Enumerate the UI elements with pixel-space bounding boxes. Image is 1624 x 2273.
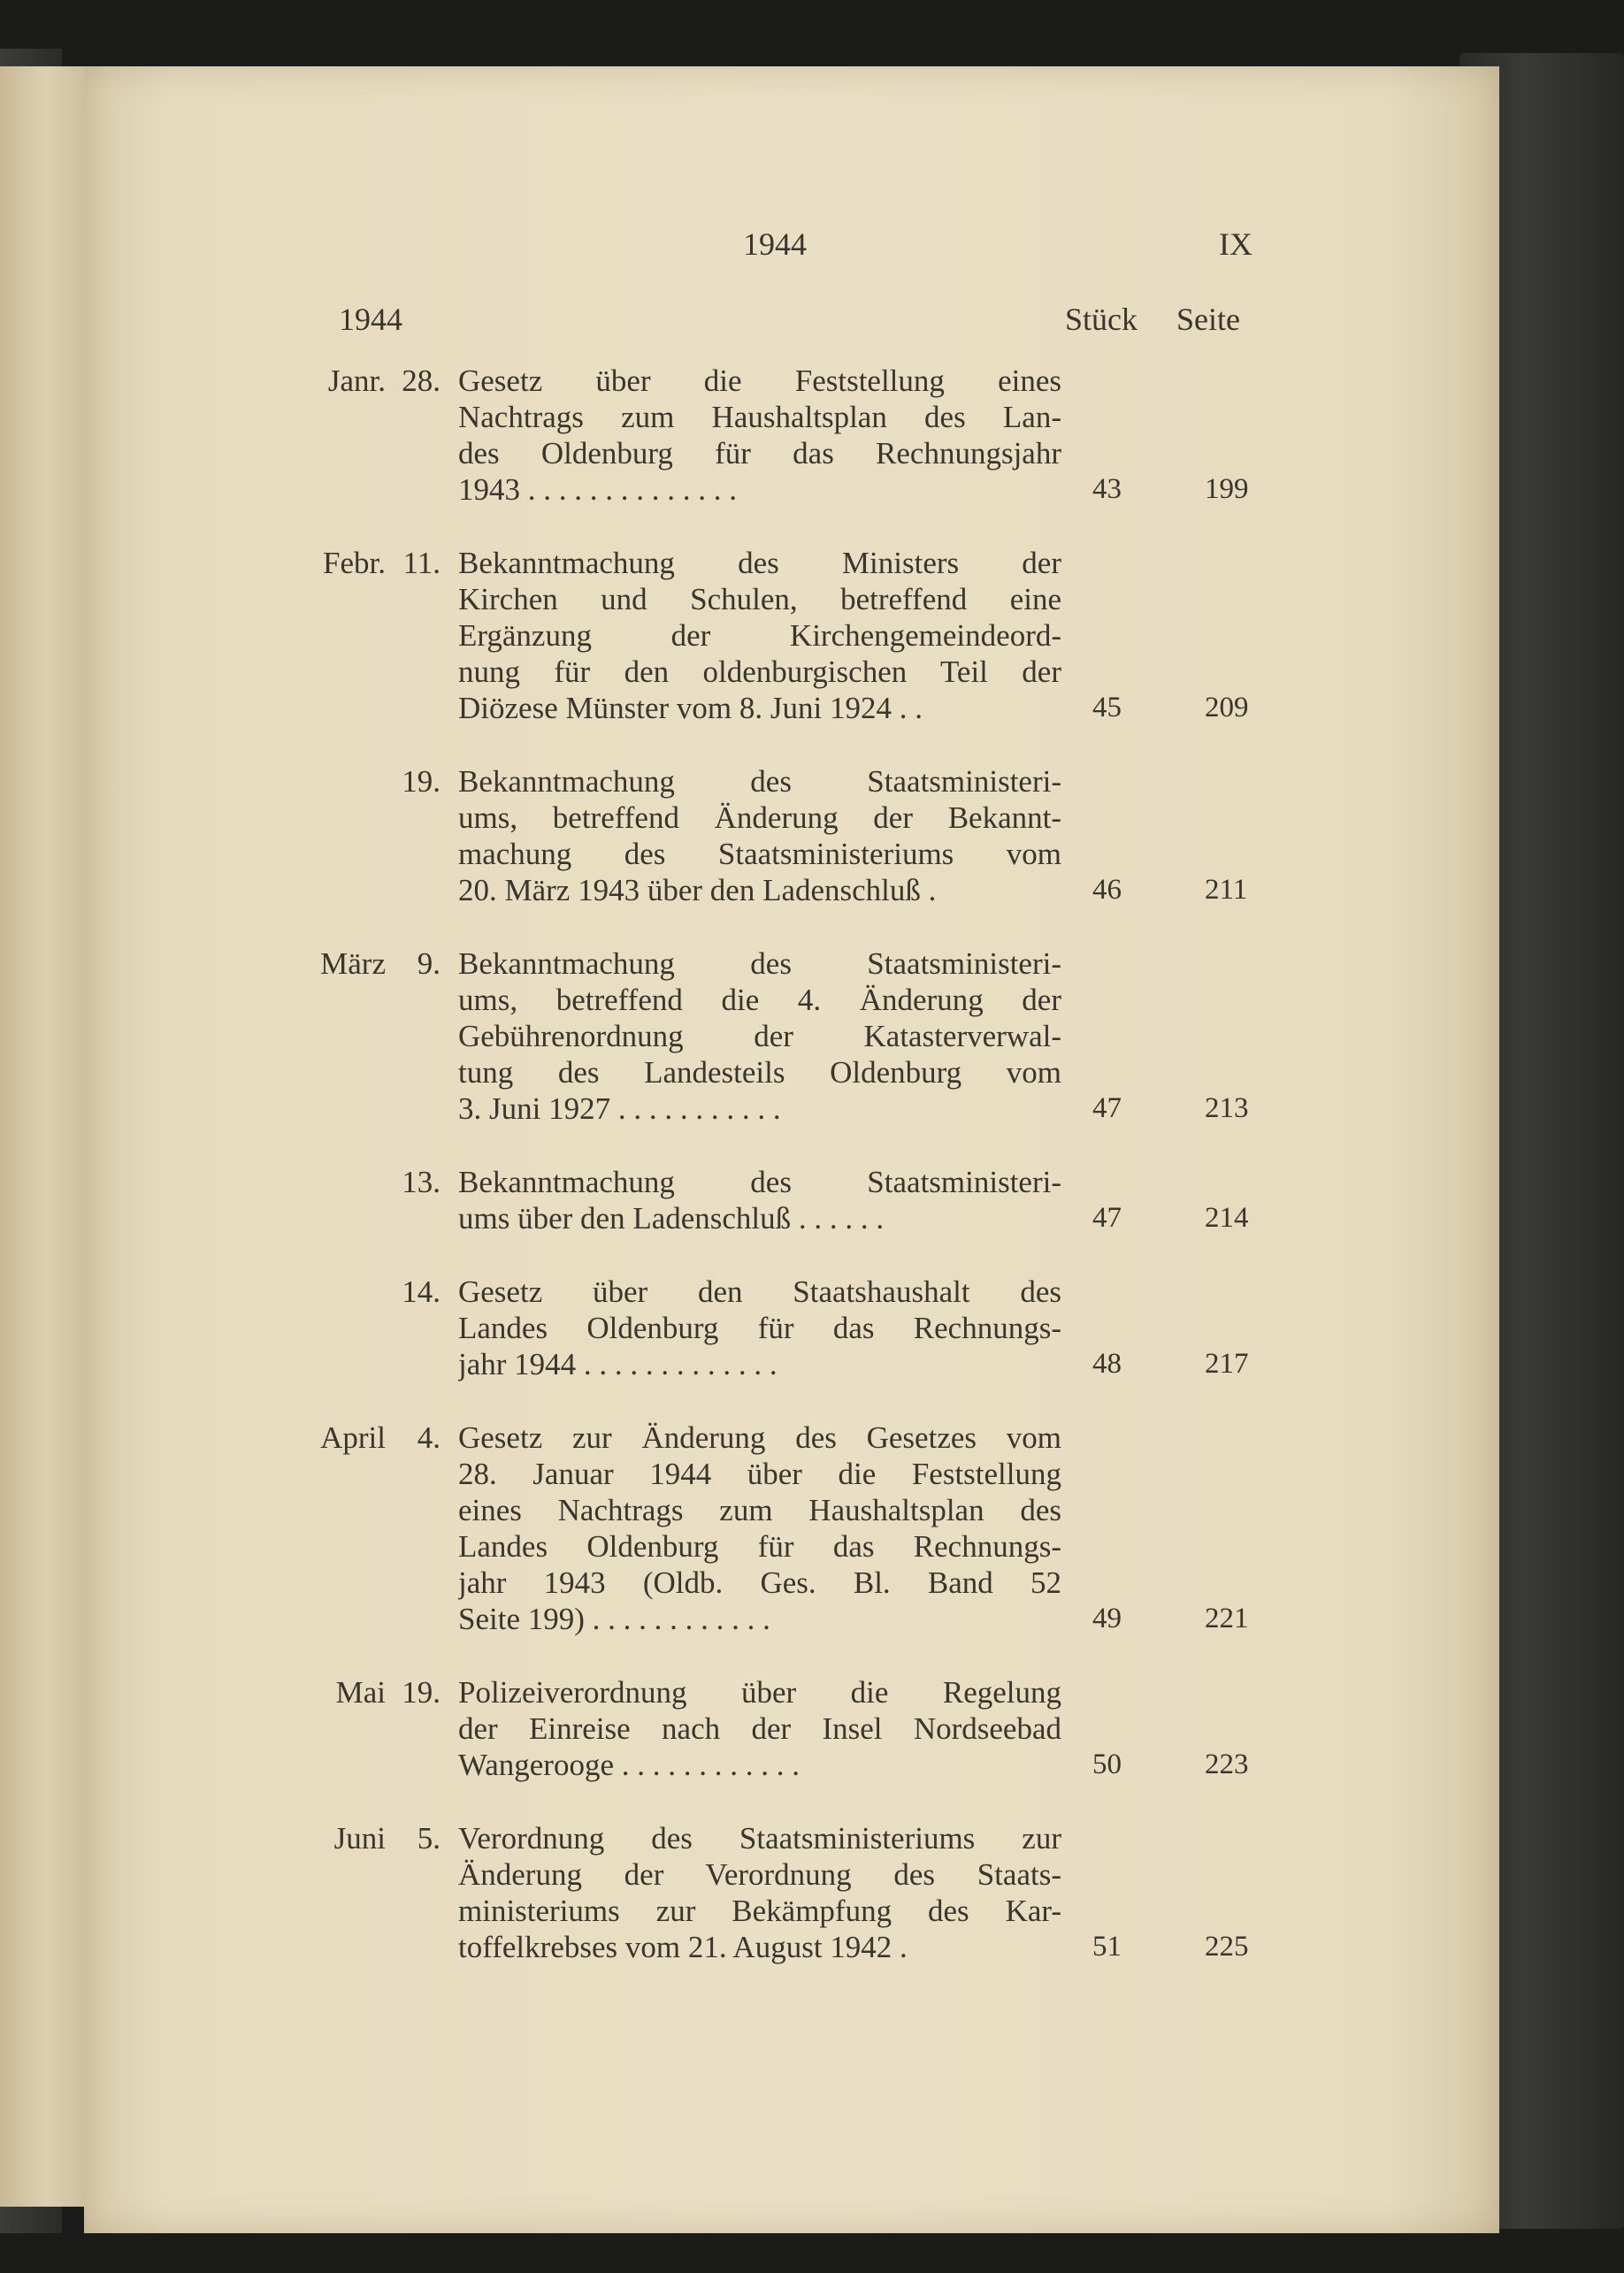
entry-line: 28. Januar 1944 über die Feststellung: [458, 1457, 1061, 1491]
entry-day: 14.: [402, 1274, 440, 1309]
entry-month: Mai: [335, 1675, 386, 1710]
page-number-roman: IX: [1219, 226, 1252, 262]
entry-page-number: 213: [1205, 1092, 1249, 1124]
entry-page-number: 217: [1205, 1348, 1249, 1380]
entry-day: 19.: [402, 764, 440, 799]
entry-month: Juni: [333, 1821, 386, 1856]
entry-line: 20. März 1943 über den Ladenschluß .: [458, 873, 937, 907]
entry-line: Bekanntmachung des Staatsministeri-: [458, 764, 1061, 799]
entry-page-number: 221: [1205, 1603, 1249, 1634]
entry-day: 28.: [402, 364, 440, 398]
entry-title: [458, 545, 1061, 726]
entry-line: 1943 . . . . . . . . . . . . . .: [458, 472, 737, 507]
entry-page-number: 211: [1205, 874, 1248, 906]
toc-entry: [0, 1274, 1624, 1382]
entry-title: [458, 945, 1061, 1127]
entry-line: toffelkrebses vom 21. August 1942 .: [458, 1930, 908, 1964]
entry-month: Janr.: [327, 364, 386, 398]
entry-line: Gesetz über den Staatshaushalt des: [458, 1274, 1061, 1309]
entry-line: Wangerooge . . . . . . . . . . . .: [458, 1748, 800, 1782]
entry-day: 13.: [402, 1165, 440, 1199]
entry-page-number: 223: [1205, 1749, 1249, 1780]
entry-line: Verordnung des Staatsministeriums zur: [458, 1821, 1061, 1856]
entry-stueck-number: 47: [1092, 1092, 1122, 1124]
entry-title: [458, 363, 1061, 508]
entry-stueck-number: 49: [1092, 1603, 1122, 1634]
entry-day: 9.: [417, 946, 440, 981]
column-header-year: 1944: [339, 302, 402, 337]
toc-entry: [0, 763, 1624, 908]
entry-line: ministeriums zur Bekämpfung des Kar-: [458, 1894, 1061, 1928]
running-head: [0, 226, 1624, 279]
entry-line: machung des Staatsministeriums vom: [458, 837, 1061, 871]
entry-line: 3. Juni 1927 . . . . . . . . . . .: [458, 1091, 781, 1126]
entry-stueck-number: 51: [1092, 1931, 1122, 1963]
entry-title: [458, 1164, 1061, 1236]
entry-day: 4.: [417, 1420, 440, 1455]
running-head-year: 1944: [743, 226, 807, 262]
entry-line: Landes Oldenburg für das Rechnungs-: [458, 1311, 1061, 1345]
entry-day: 5.: [417, 1821, 440, 1856]
entry-line: Polizeiverordnung über die Regelung: [458, 1675, 1061, 1710]
entry-line: eines Nachtrags zum Haushaltsplan des: [458, 1493, 1061, 1527]
entry-line: Gesetz über die Feststellung eines: [458, 364, 1061, 398]
column-header-stueck: Stück: [1065, 302, 1138, 337]
entry-stueck-number: 47: [1092, 1202, 1122, 1234]
entry-title: [458, 1820, 1061, 1965]
entry-day: 19.: [402, 1675, 440, 1710]
entry-line: des Oldenburg für das Rechnungsjahr: [458, 436, 1061, 471]
entry-line: ums, betreffend Änderung der Bekannt-: [458, 800, 1061, 835]
toc-entry: [0, 945, 1624, 1127]
entry-page-number: 199: [1205, 473, 1249, 505]
entry-line: Bekanntmachung des Staatsministeri-: [458, 946, 1061, 981]
toc-entry: [0, 1820, 1624, 1965]
entry-line: ums über den Ladenschluß . . . . . .: [458, 1201, 885, 1236]
entry-line: ums, betreffend die 4. Änderung der: [458, 983, 1061, 1017]
entry-month: April: [320, 1420, 386, 1455]
toc-entry: [0, 545, 1624, 726]
toc-entry: [0, 1674, 1624, 1783]
entry-line: tung des Landesteils Oldenburg vom: [458, 1055, 1061, 1090]
column-header-seite: Seite: [1176, 302, 1240, 337]
entry-line: Bekanntmachung des Staatsministeri-: [458, 1165, 1061, 1199]
entry-line: der Einreise nach der Insel Nordseebad: [458, 1711, 1061, 1746]
entry-line: Nachtrags zum Haushaltsplan des Lan-: [458, 400, 1061, 434]
entry-title: [458, 1674, 1061, 1783]
entry-title: [458, 1420, 1061, 1637]
table-of-contents: [0, 363, 1624, 1965]
toc-entry: [0, 1164, 1624, 1236]
entry-stueck-number: 43: [1092, 473, 1122, 505]
entry-stueck-number: 45: [1092, 692, 1122, 723]
entry-line: jahr 1944 . . . . . . . . . . . . .: [458, 1347, 778, 1381]
entry-line: Änderung der Verordnung des Staats-: [458, 1857, 1061, 1892]
entry-line: Gebührenordnung der Katasterverwal-: [458, 1019, 1061, 1053]
toc-entry: [0, 1420, 1624, 1637]
entry-stueck-number: 48: [1092, 1348, 1122, 1380]
entry-line: Bekanntmachung des Ministers der: [458, 546, 1061, 580]
entry-line: Kirchen und Schulen, betreffend eine: [458, 582, 1061, 616]
entry-line: nung für den oldenburgischen Teil der: [458, 654, 1061, 689]
entry-month: Febr.: [323, 546, 386, 580]
entry-line: Seite 199) . . . . . . . . . . . .: [458, 1602, 770, 1636]
entry-line: Ergänzung der Kirchengemeindeord-: [458, 618, 1061, 653]
entry-title: [458, 763, 1061, 908]
entry-page-number: 214: [1205, 1202, 1249, 1234]
entry-line: Landes Oldenburg für das Rechnungs-: [458, 1529, 1061, 1564]
entry-stueck-number: 46: [1092, 874, 1122, 906]
entry-page-number: 225: [1205, 1931, 1249, 1963]
toc-entry: [0, 363, 1624, 508]
entry-line: jahr 1943 (Oldb. Ges. Bl. Band 52: [458, 1565, 1061, 1600]
entry-title: [458, 1274, 1061, 1382]
entry-day: 11.: [402, 546, 440, 580]
entry-line: Gesetz zur Änderung des Gesetzes vom: [458, 1420, 1061, 1455]
entry-month: März: [320, 946, 386, 981]
entry-line: Diözese Münster vom 8. Juni 1924 . .: [458, 691, 923, 725]
entry-stueck-number: 50: [1092, 1749, 1122, 1780]
entry-page-number: 209: [1205, 692, 1249, 723]
